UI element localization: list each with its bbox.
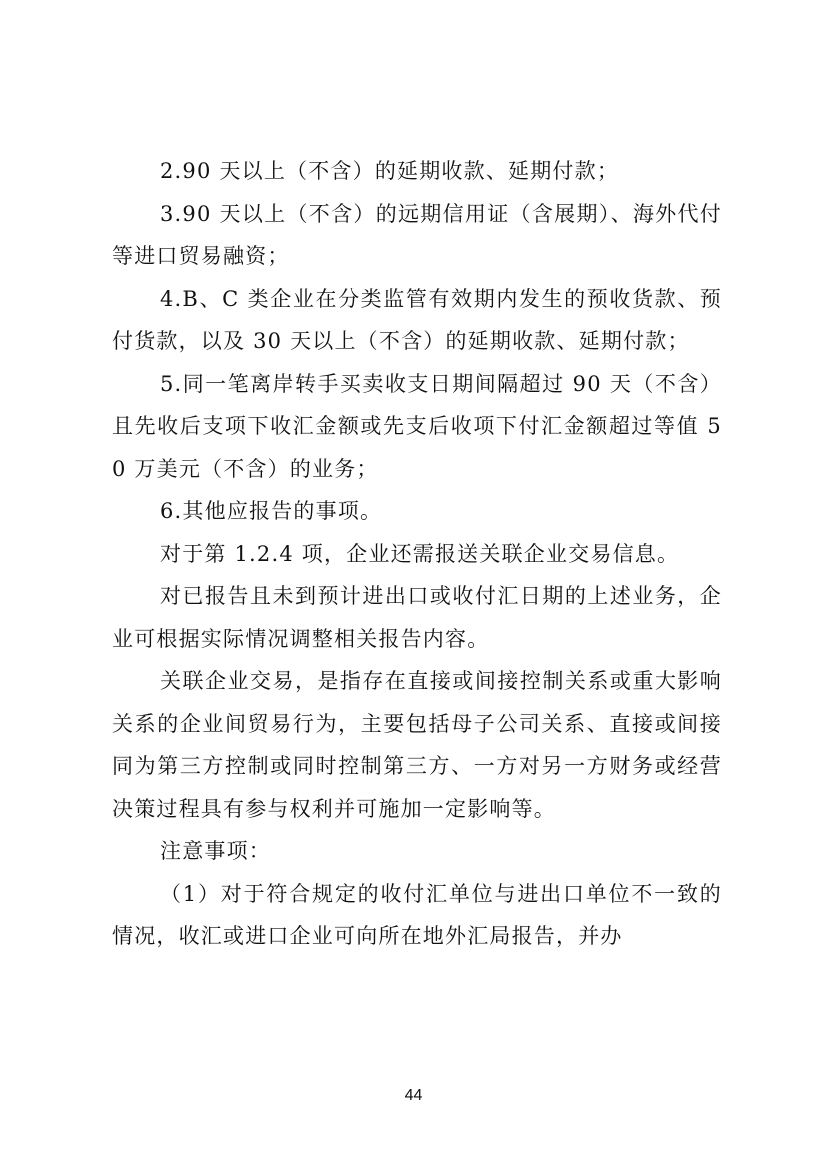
paragraph-related-info: 对于第 1.2.4 项，企业还需报送关联企业交易信息。: [160, 541, 680, 566]
paragraph-item-6: 6.其他应报告的事项。: [160, 499, 383, 523]
paragraph-item-5: 5.同一笔离岸转手买卖收支日期间隔超过 90 天（不含）且先收后支项下收汇金额或先支后收项下付汇金额超过等值 50 万美元（不含）的业务；: [112, 371, 722, 481]
paragraph-item-3: 3.90 天以上（不含）的远期信用证（含展期）、海外代付等进口贸易融资；: [112, 201, 722, 268]
page-number: 44: [404, 1087, 423, 1104]
paragraph-notes-heading: 注意事项：: [160, 839, 271, 863]
page-body: [112, 150, 722, 958]
paragraph-item-2: 2.90 天以上（不含）的延期收款、延期付款；: [160, 159, 620, 183]
paragraph-related-definition: 关联企业交易，是指存在直接或间接控制关系或重大影响关系的企业间贸易行为，主要包括母子公司关系、直接或间接同为第三方控制或同时控制第三方、一方对另一方财务或经营决策过程具有参与权利并可施加一定影响等。: [112, 669, 722, 821]
paragraph-note-1: （1）对于符合规定的收付汇单位与进出口单位不一致的情况，收汇或进口企业可向所在地外汇局报告，并办: [112, 881, 722, 948]
paragraph-adjust-report: 对已报告且未到预计进出口或收付汇日期的上述业务，企业可根据实际情况调整相关报告内容。: [112, 584, 722, 651]
paragraph-item-4: 4.B、C 类企业在分类监管有效期内发生的预收货款、预付货款，以及 30 天以上（不含）的延期收款、延期付款；: [112, 286, 722, 353]
